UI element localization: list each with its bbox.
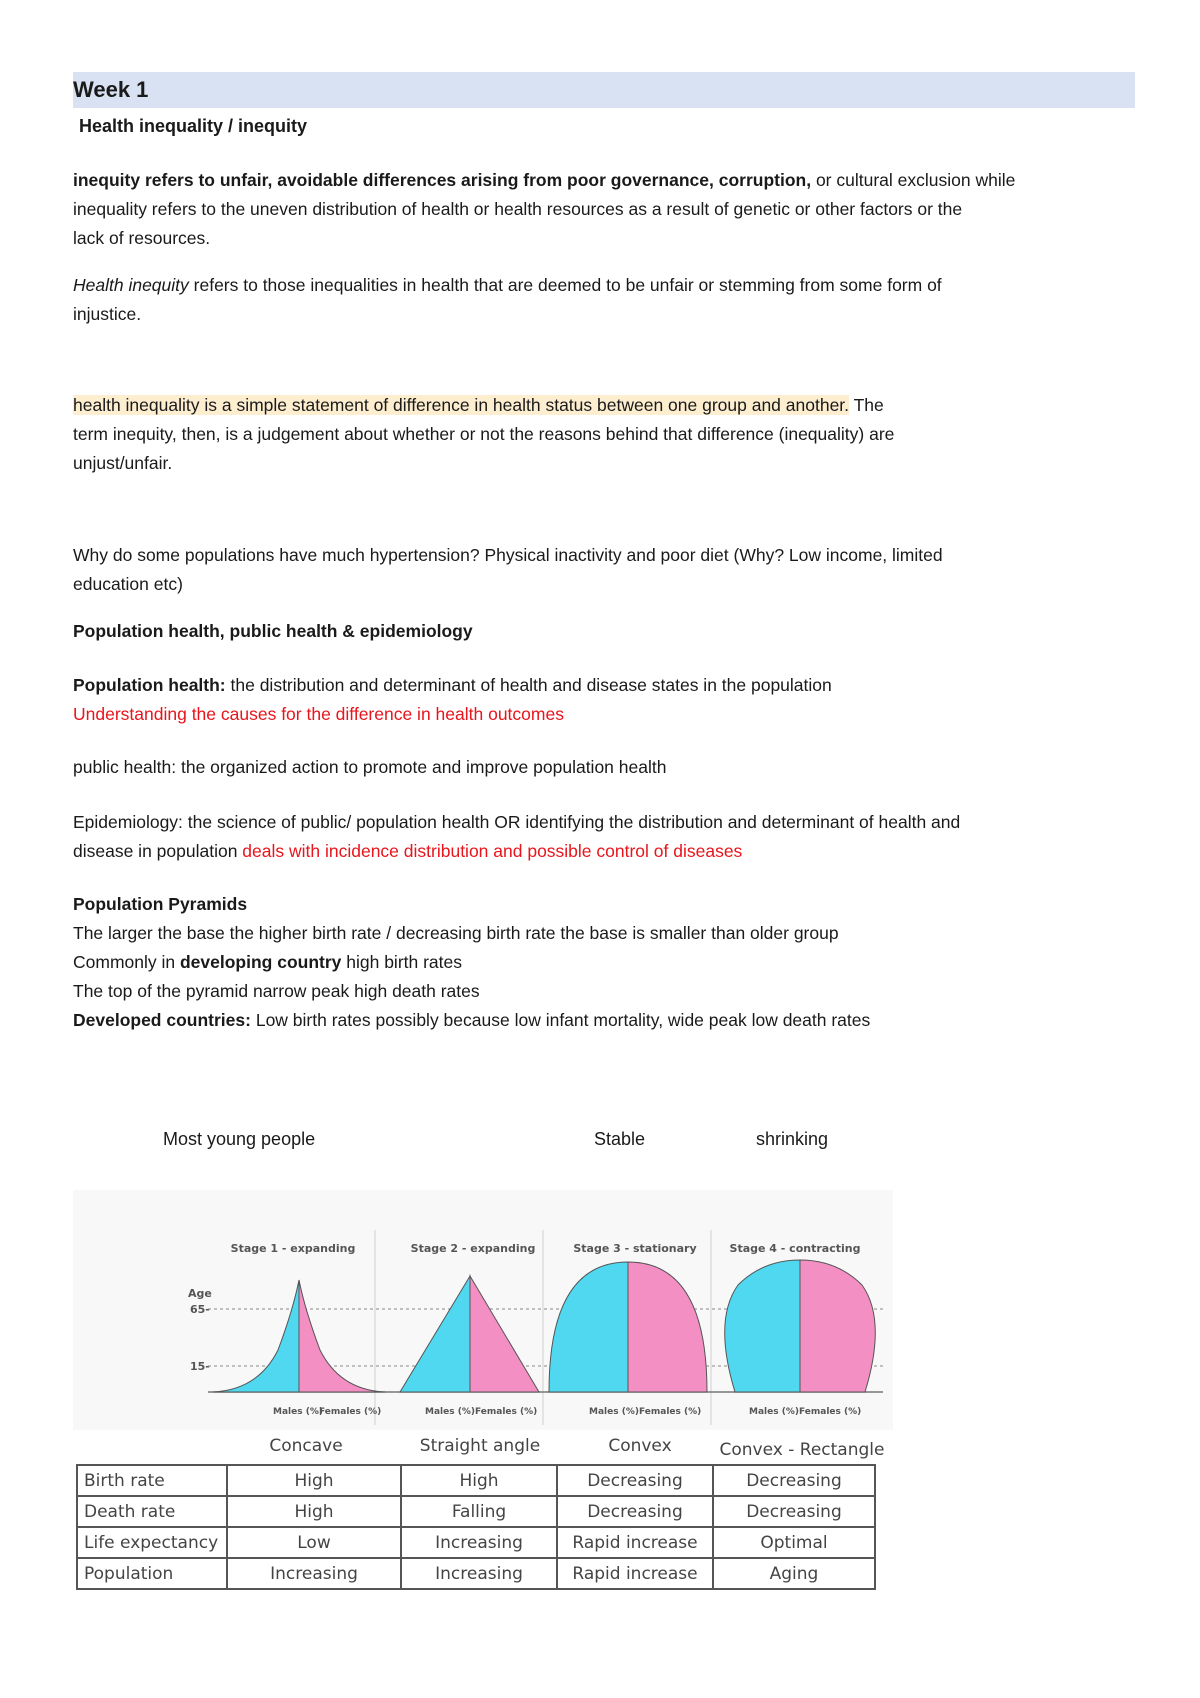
caption-most-young: Most young people xyxy=(163,1129,316,1149)
pyramids-heading: Population Pyramids xyxy=(73,894,248,914)
males-label-3: Males (%) xyxy=(589,1407,639,1417)
caption-shrinking: shrinking xyxy=(756,1129,829,1149)
table-cell: Increasing xyxy=(227,1558,401,1589)
shape-label-straight: Straight angle xyxy=(419,1436,541,1456)
paragraph-health-inequity xyxy=(73,271,1135,329)
inequity-judgement-line: term inequity, then, is a judgement about whether or not the reasons behind that difference (inequality) are xyxy=(73,424,895,444)
statement-rest: The xyxy=(849,395,884,415)
stage-title-2: Stage 2 - expanding xyxy=(410,1242,536,1255)
row-label: Death rate xyxy=(77,1496,227,1527)
age-15-label: 15- xyxy=(190,1360,210,1373)
table-cell: Rapid increase xyxy=(557,1527,713,1558)
document-page xyxy=(73,72,1135,140)
epidemiology-red-note: deals with incidence distribution and possible control of diseases xyxy=(242,841,743,861)
unjust-line: unjust/unfair. xyxy=(73,453,173,473)
table-cell: Optimal xyxy=(713,1527,875,1558)
resources-line: lack of resources. xyxy=(73,228,211,248)
row-label: Life expectancy xyxy=(77,1527,227,1558)
highlighted-statement: health inequality is a simple statement of difference in health status between one group and another. xyxy=(73,395,850,415)
males-label-4: Males (%) xyxy=(749,1407,799,1417)
epidemiology-plain: disease in population xyxy=(73,841,243,861)
inequity-rest: or cultural exclusion while xyxy=(811,170,1016,190)
education-line: education etc) xyxy=(73,574,183,594)
stage-title-3: Stage 3 - stationary xyxy=(573,1242,697,1255)
pyramids-line2-post: high birth rates xyxy=(341,952,463,972)
table-cell: Low xyxy=(227,1527,401,1558)
table-cell: Decreasing xyxy=(557,1496,713,1527)
row-label: Birth rate xyxy=(77,1465,227,1496)
paragraph-population-health xyxy=(73,671,1135,729)
population-pyramid-figure xyxy=(73,1190,893,1430)
row-label: Population xyxy=(77,1558,227,1589)
table-cell: Decreasing xyxy=(557,1465,713,1496)
subtitle: Health inequality / inequity xyxy=(79,116,308,136)
pyramids-line2-pre: Commonly in xyxy=(73,952,180,972)
females-label-4: Females (%) xyxy=(799,1407,862,1417)
females-label-1: Females (%) xyxy=(319,1407,382,1417)
section-heading-population-health: Population health, public health & epidemiology xyxy=(73,621,473,641)
injustice-line: injustice. xyxy=(73,304,142,324)
table-cell: Falling xyxy=(401,1496,557,1527)
table-cell: High xyxy=(227,1496,401,1527)
paragraph-inequity-definition xyxy=(73,166,1135,253)
population-health-red-note: Understanding the causes for the difference in health outcomes xyxy=(73,704,564,724)
population-health-text: the distribution and determinant of health and disease states in the population xyxy=(225,675,832,695)
table-cell: Increasing xyxy=(401,1527,557,1558)
paragraph-epidemiology xyxy=(73,808,1135,866)
hypertension-line: Why do some populations have much hypertension? Physical inactivity and poor diet (Why? Low income, limited xyxy=(73,545,943,565)
pyramids-line4-bold: Developed countries: xyxy=(73,1010,251,1030)
paragraph-population-pyramids xyxy=(73,890,1135,1035)
table-cell: High xyxy=(227,1465,401,1496)
pyramids-line4-rest: Low birth rates possibly because low infant mortality, wide peak low death rates xyxy=(250,1010,871,1030)
epidemiology-line: Epidemiology: the science of public/ population health OR identifying the distribution and determinant of health and xyxy=(73,812,961,832)
females-label-2: Females (%) xyxy=(475,1407,538,1417)
table-row xyxy=(77,1527,875,1558)
population-health-label: Population health: xyxy=(73,675,226,695)
week-heading xyxy=(73,72,1135,108)
inequality-line: inequality refers to the uneven distribution of health or health resources as a result of genetic or other factors or the xyxy=(73,199,963,219)
pyramid-stage-table xyxy=(76,1464,876,1590)
table-cell: Rapid increase xyxy=(557,1558,713,1589)
inequity-bold-text: inequity refers to unfair, avoidable differences arising from poor governance, corruption, xyxy=(73,170,812,190)
paragraph-public-health: public health: the organized action to promote and improve population health xyxy=(73,757,667,777)
pyramids-line3: The top of the pyramid narrow peak high death rates xyxy=(73,981,480,1001)
table-cell: Decreasing xyxy=(713,1496,875,1527)
table-row xyxy=(77,1496,875,1527)
table-cell: Aging xyxy=(713,1558,875,1589)
shape-label-convex-rectangle: Convex - Rectangle xyxy=(719,1440,885,1460)
stage-title-1: Stage 1 - expanding xyxy=(230,1242,356,1255)
table-row xyxy=(77,1558,875,1589)
age-label: Age xyxy=(188,1287,212,1300)
table-row xyxy=(77,1465,875,1496)
health-inequity-rest: refers to those inequalities in health that are deemed to be unfair or stemming from some form of xyxy=(188,275,942,295)
stage-title-4: Stage 4 - contracting xyxy=(729,1242,861,1255)
caption-stable: Stable xyxy=(594,1129,646,1149)
shape-label-convex: Convex xyxy=(608,1436,672,1456)
week-title: Week 1 xyxy=(73,77,149,102)
males-label-1: Males (%) xyxy=(273,1407,323,1417)
table-cell: Decreasing xyxy=(713,1465,875,1496)
shape-label-concave: Concave xyxy=(269,1436,343,1456)
age-65-label: 65- xyxy=(190,1303,210,1316)
paragraph-hypertension xyxy=(73,541,1135,599)
table-cell: High xyxy=(401,1465,557,1496)
table-cell: Increasing xyxy=(401,1558,557,1589)
health-inequity-italic: Health inequity xyxy=(73,275,189,295)
pyramids-line1: The larger the base the higher birth rate / decreasing birth rate the base is smaller than older group xyxy=(73,923,839,943)
females-label-3: Females (%) xyxy=(639,1407,702,1417)
males-label-2: Males (%) xyxy=(425,1407,475,1417)
paragraph-inequality-statement xyxy=(73,391,1135,478)
pyramids-line2-bold: developing country xyxy=(179,952,342,972)
